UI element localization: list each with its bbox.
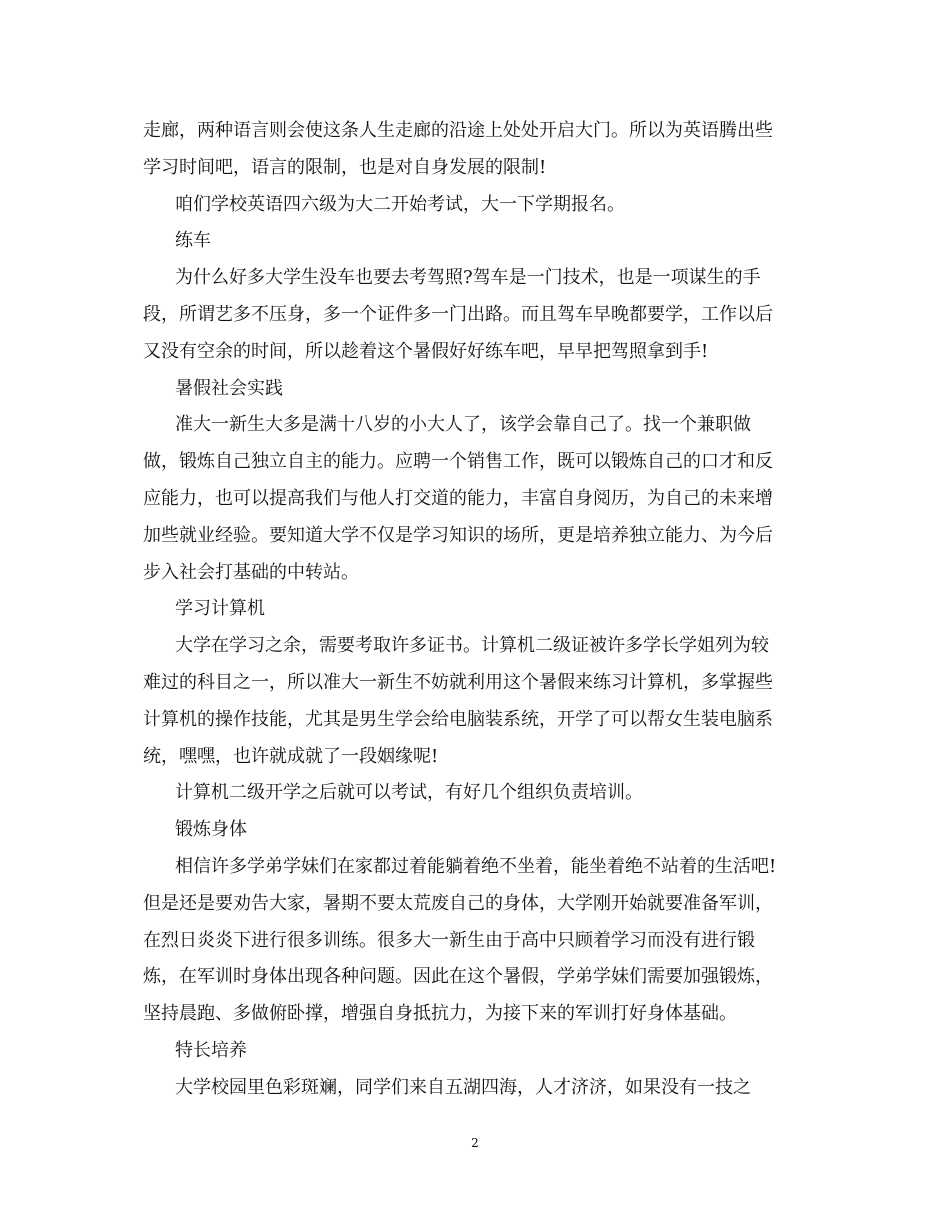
paragraph-line: 大学校园里色彩斑斓，同学们来自五湖四海，人才济济，如果没有一技之 — [175, 1076, 751, 1098]
paragraph-line: 学习时间吧，语言的限制，也是对自身发展的限制! — [143, 156, 547, 178]
page-number: 2 — [471, 1136, 479, 1150]
paragraph-line: 步入社会打基础的中转站。 — [143, 561, 359, 583]
paragraph-line: 段，所谓艺多不压身，多一个证件多一门出路。而且驾车早晚都要学，工作以后 — [143, 303, 773, 325]
paragraph-line: 为什么好多大学生没车也要去考驾照?驾车是一门技术，也是一项谋生的手 — [175, 267, 761, 289]
paragraph-line: 准大一新生大多是满十八岁的小大人了，该学会靠自己了。找一个兼职做 — [175, 414, 751, 436]
paragraph-line: 应能力，也可以提高我们与他人打交道的能力，丰富自身阅历，为自己的未来增 — [143, 487, 773, 509]
paragraph-line: 在烈日炎炎下进行很多训练。很多大一新生由于高中只顾着学习而没有进行锻 — [143, 929, 755, 951]
paragraph-line: 大学在学习之余，需要考取许多证书。计算机二级证被许多学长学姐列为较 — [175, 635, 769, 657]
paragraph-line: 坚持晨跑、多做俯卧撑，增强自身抵抗力，为接下来的军训打好身体基础。 — [143, 1003, 737, 1025]
section-heading: 锻炼身体 — [175, 819, 247, 841]
section-heading: 练车 — [175, 230, 211, 252]
paragraph-line: 但是还是要劝告大家，暑期不要太荒废自己的身体，大学刚开始就要准备军训， — [143, 892, 773, 914]
paragraph-line: 做，锻炼自己独立自主的能力。应聘一个销售工作，既可以锻炼自己的口才和反 — [143, 451, 773, 473]
paragraph-line: 加些就业经验。要知道大学不仅是学习知识的场所，更是培养独立能力、为今后 — [143, 524, 773, 546]
paragraph-line: 统，嘿嘿，也许就成就了一段姻缘呢! — [143, 745, 439, 767]
paragraph-line: 咱们学校英语四六级为大二开始考试，大一下学期报名。 — [175, 193, 625, 215]
paragraph-line: 相信许多学弟学妹们在家都过着能躺着绝不坐着，能坐着绝不站着的生活吧! — [175, 855, 777, 877]
section-heading: 学习计算机 — [175, 598, 265, 620]
paragraph-line: 计算机二级开学之后就可以考试，有好几个组织负责培训。 — [175, 782, 643, 804]
paragraph-line: 又没有空余的时间，所以趁着这个暑假好好练车吧，早早把驾照拿到手! — [143, 340, 709, 362]
section-heading: 特长培养 — [175, 1039, 247, 1061]
paragraph-line: 走廊，两种语言则会使这条人生走廊的沿途上处处开启大门。所以为英语腾出些 — [143, 120, 773, 141]
paragraph-line: 计算机的操作技能，尤其是男生学会给电脑装系统，开学了可以帮女生装电脑系 — [143, 708, 773, 730]
paragraph-line: 炼，在军训时身体出现各种问题。因此在这个暑假，学弟学妹们需要加强锻炼， — [143, 966, 773, 988]
document-body — [143, 113, 813, 1107]
paragraph-line: 难过的科目之一，所以准大一新生不妨就利用这个暑假来练习计算机，多掌握些 — [143, 671, 773, 693]
section-heading: 暑假社会实践 — [175, 377, 283, 399]
